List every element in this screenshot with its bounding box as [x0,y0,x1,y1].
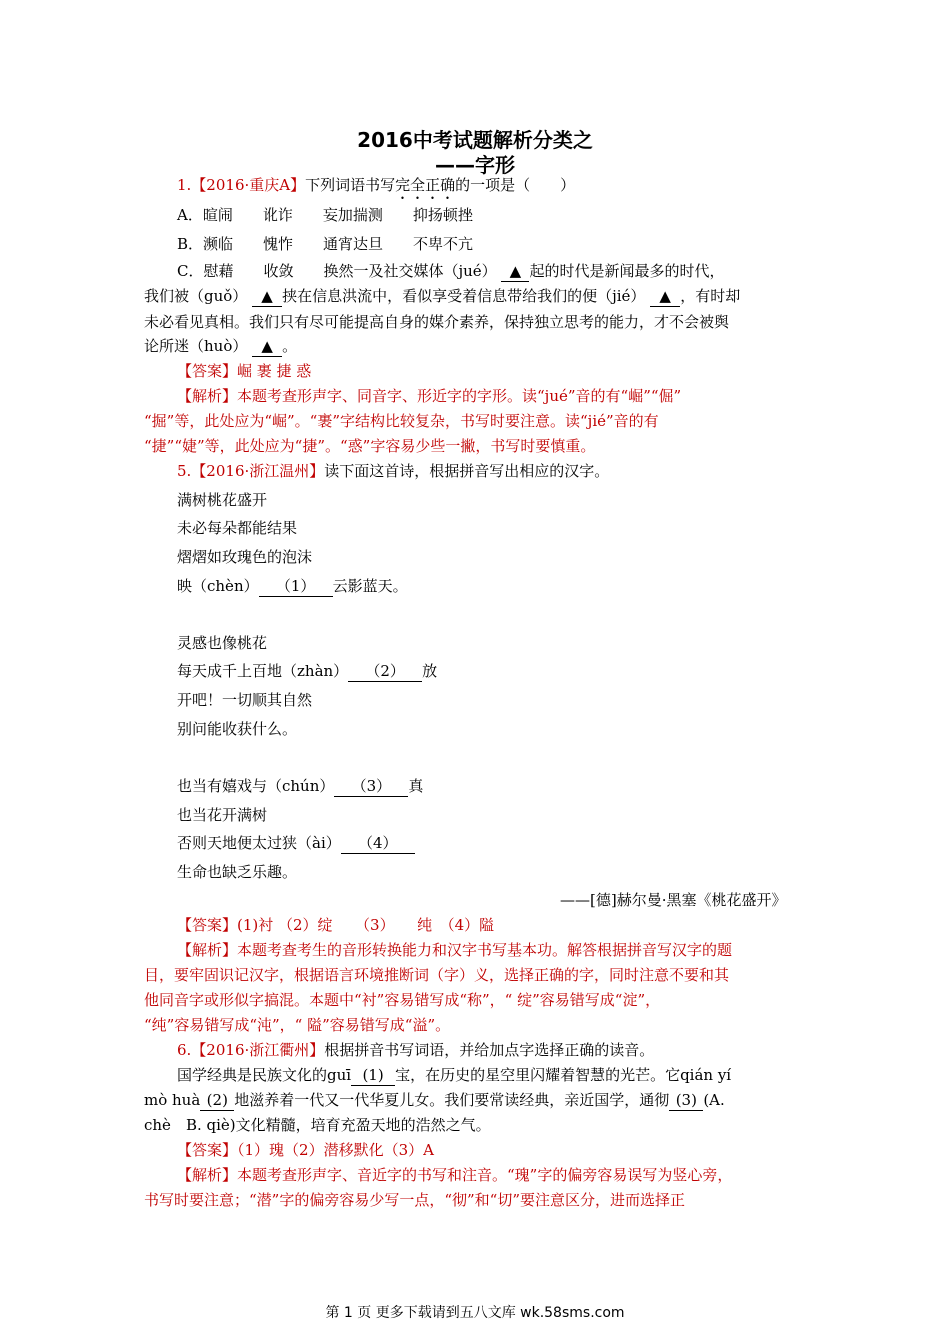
q1-line4: 论所迷（huò） ▲ 。 [144,337,298,355]
page-footer: 第 1 页 更多下载请到五八文库 wk.58sms.com [325,1305,625,1321]
q5-answer: 【答案】(1)衬 （2）绽 （3） 纯 （4）隘 [177,916,495,934]
answer-blank: ▲ [252,336,282,357]
q1-line2: 我们被（guǒ） ▲ 挟在信息洪流中，看似享受着信息带给我们的便（jié） ▲ ，有时却 [144,287,741,305]
poem-line: 熠熠如玫瑰色的泡沫 [177,548,313,566]
answer-blank: ▲ [252,286,282,307]
poem-line: 也当花开满树 [177,806,268,824]
poem-line: 满树桃花盛开 [177,491,268,509]
q6-line2: mò huà (2) 地滋养着一代又一代华夏儿女。我们要常读经典，亲近国学，通彻 (3) (A. [144,1091,725,1109]
q6-answer: 【答案】（1）瑰（2）潜移默化（3）A [177,1141,434,1159]
poem-line: 也当有嬉戏与（chún） （3） 真 [177,777,424,795]
poem-line: 每天成千上百地（zhàn） （2） 放 [177,662,438,680]
q1-option-c: C．慰藉 收敛 换然一及社交媒体（jué） ▲ 起的时代是新闻最多的时代， [177,262,725,280]
answer-blank: ▲ [501,261,529,282]
q6-analysis-1: 【解析】本题考查形声字、音近字的书写和注音。“瑰”字的偏旁容易误写为竖心旁， [177,1166,733,1184]
q1-answer: 【答案】崛 裹 捷 惑 [177,362,312,380]
answer-blank: （4） [341,833,415,854]
q5-stem: 5.【2016·浙江温州】读下面这首诗，根据拼音写出相应的汉字。 [177,462,610,480]
doc-title: 2016中考试题解析分类之 [357,128,593,152]
q6-line1: 国学经典是民族文化的guī (1) 宝，在历史的星空里闪耀着智慧的光芒。它qián yí [177,1066,732,1084]
q5-analysis-4: “纯”容易错写成“沌”，“ 隘”容易错写成“溢”。 [144,1016,451,1034]
answer-blank: (1) [351,1065,395,1086]
doc-subtitle: ——字形 [435,153,515,177]
poem-line: 别问能收获什么。 [177,720,298,738]
q6-line3: chè B. qiè)文化精髓，培育充盈天地的浩然之气。 [144,1116,491,1134]
poem-line: 映（chèn） （1） 云影蓝天。 [177,577,408,595]
answer-blank: （2） [348,661,422,682]
q6-stem: 6.【2016·浙江衢州】根据拼音书写词语，并给加点字选择正确的读音。 [177,1041,655,1059]
answer-blank: ▲ [650,286,680,307]
q1-line3: 未必看见真相。我们只有尽可能提高自身的媒介素养，保持独立思考的能力，才不会被舆 [144,313,730,331]
answer-blank: (3) [669,1090,703,1111]
poem-line: 开吧！一切顺其自然 [177,691,313,709]
q5-analysis-1: 【解析】本题考查考生的音形转换能力和汉字书写基本功。解答根据拼音写汉字的题 [177,941,733,959]
poem-line: 否则天地便太过狭（ài） （4） [177,833,415,854]
q1-analysis-1: 【解析】本题考查形声字、同音字、形近字的字形。读“jué”音的有“崛”“倔” [177,387,682,405]
poem-source: ——[德]赫尔曼·黑塞《桃花盛开》 [560,891,787,909]
q1-option-b: B．濒临 愧怍 通宵达旦 不卑不亢 [177,235,474,253]
answer-blank: （3） [334,776,408,797]
poem-line: 灵感也像桃花 [177,634,268,652]
q1-option-a: A．暄闹 讹诈 妄加揣测 抑扬顿挫 [177,206,473,224]
answer-blank: (2) [200,1090,234,1111]
q5-analysis-2: 目，要牢固识记汉字，根据语言环境推断词（字）义，选择正确的字，同时注意不要和其 [144,966,730,984]
poem-line: 生命也缺乏乐趣。 [177,863,298,881]
q6-analysis-2: 书写时要注意；“潜”字的偏旁容易少写一点，“彻”和“切”要注意区分，进而选择正 [144,1191,686,1209]
q5-analysis-3: 他同音字或形似字搞混。本题中“衬”容易错写成“称”，“ 绽”容易错写成“淀”， [144,991,661,1009]
q1-stem: 1.【2016·重庆A】下列词语书写完全正确的一项是（ ） [177,176,576,194]
q1-analysis-3: “捷”“婕”等，此处应为“捷”。“惑”字容易少些一撇，书写时要慎重。 [144,437,596,455]
poem-line: 未必每朵都能结果 [177,519,298,537]
answer-blank: （1） [259,576,333,597]
q1-analysis-2: “掘”等，此处应为“崛”。“裹”字结构比较复杂，书写时要注意。读“jié”音的有 [144,412,659,430]
